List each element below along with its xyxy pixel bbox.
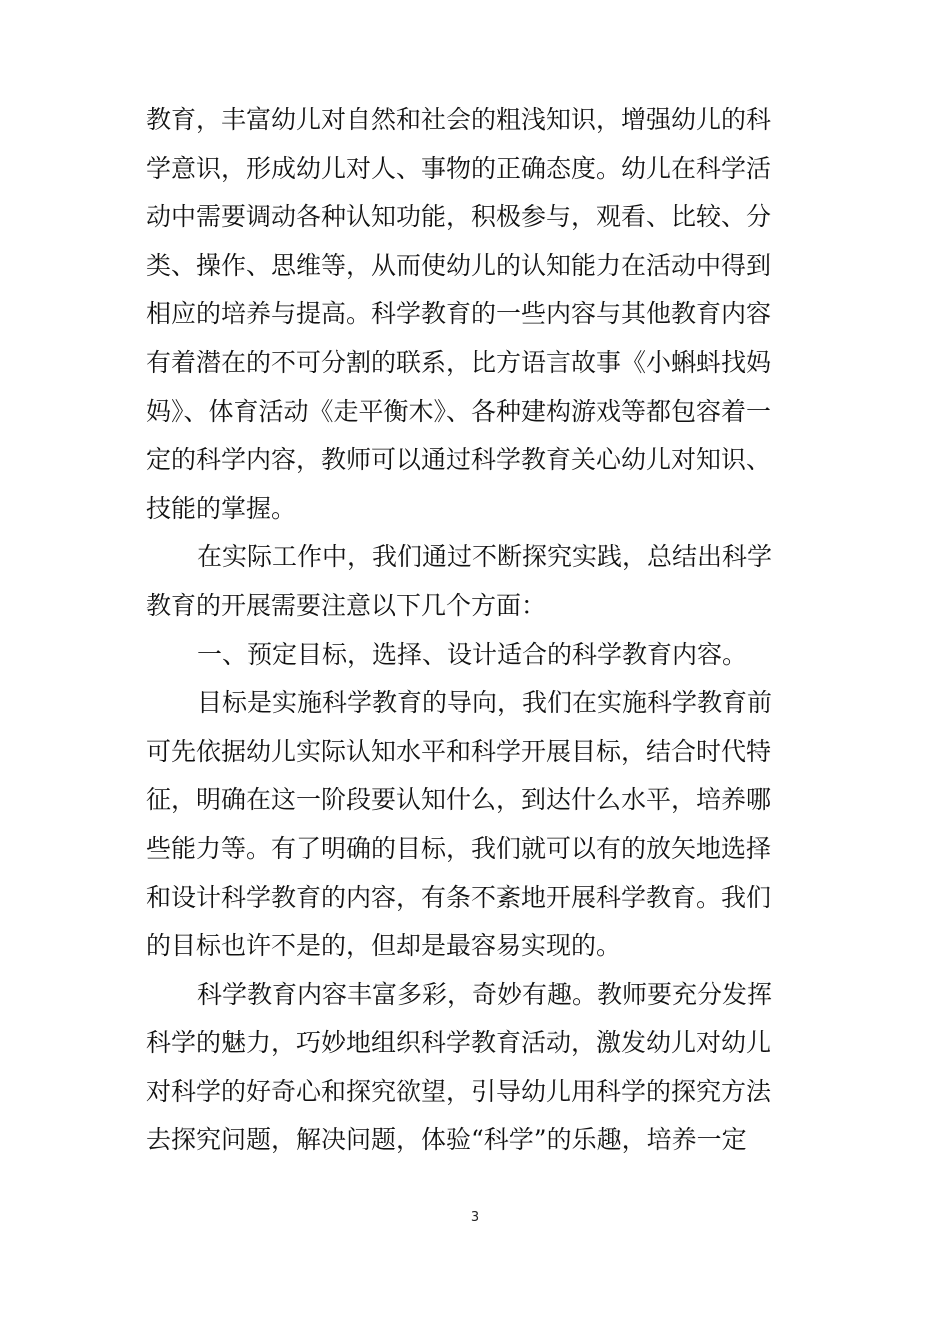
text-line: 的目标也许不是的，但却是最容易实现的。 <box>146 931 622 961</box>
text-line: 可先依据幼儿实际认知水平和科学开展目标，结合时代特 <box>146 736 772 766</box>
text-line: 技能的掌握。 <box>146 493 297 523</box>
text-line: 征，明确在这一阶段要认知什么，到达什么水平，培养哪 <box>146 785 772 815</box>
text-line: 有着潜在的不可分割的联系，比方语言故事《小蝌蚪找妈 <box>146 347 772 377</box>
body-text <box>146 96 786 1165</box>
text-line: 去探究问题，解决问题，体验“科学”的乐趣，培养一定 <box>146 1125 747 1155</box>
text-line: 和设计科学教育的内容，有条不紊地开展科学教育。我们 <box>146 882 772 912</box>
page-number: 3 <box>470 1210 480 1225</box>
paragraph-start-line: 科学教育内容丰富多彩，奇妙有趣。教师要充分发挥 <box>197 979 773 1009</box>
text-line: 科学的魅力，巧妙地组织科学教育活动，激发幼儿对幼儿 <box>146 1028 772 1058</box>
paragraph-start-line: 目标是实施科学教育的导向，我们在实施科学教育前 <box>197 688 773 718</box>
text-line: 定的科学内容，教师可以通过科学教育关心幼儿对知识、 <box>146 445 772 475</box>
text-line: 学意识，形成幼儿对人、事物的正确态度。幼儿在科学活 <box>146 153 772 183</box>
text-line: 对科学的好奇心和探究欲望，引导幼儿用科学的探究方法 <box>146 1076 772 1106</box>
text-line: 妈》、体育活动《走平衡木》、各种建构游戏等都包容着一 <box>146 396 772 426</box>
text-line: 相应的培养与提高。科学教育的一些内容与其他教育内容 <box>146 299 772 329</box>
section-heading: 一、预定目标，选择、设计适合的科学教育内容。 <box>197 639 748 669</box>
text-line: 些能力等。有了明确的目标，我们就可以有的放矢地选择 <box>146 833 772 863</box>
paragraph-start-line: 在实际工作中，我们通过不断探究实践，总结出科学 <box>197 542 773 572</box>
text-line: 类、操作、思维等，从而使幼儿的认知能力在活动中得到 <box>146 250 772 280</box>
text-line: 教育，丰富幼儿对自然和社会的粗浅知识，增强幼儿的科 <box>146 105 772 134</box>
text-line: 动中需要调动各种认知功能，积极参与，观看、比较、分 <box>146 202 772 232</box>
text-line: 教育的开展需要注意以下几个方面： <box>146 590 547 620</box>
